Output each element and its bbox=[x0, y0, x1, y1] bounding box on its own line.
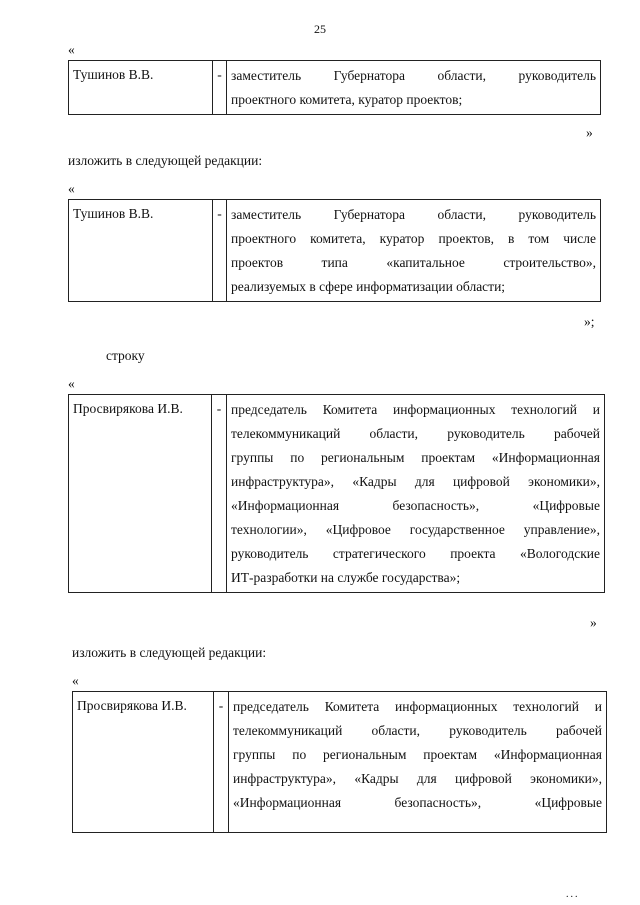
role-line: технологии», «Цифровое государственное управление», bbox=[231, 522, 600, 537]
role-line: инфраструктура», «Кадры для цифровой экономики», bbox=[231, 474, 600, 489]
member-table-4 bbox=[72, 691, 607, 833]
table-row bbox=[73, 692, 607, 833]
opening-quote-2: « bbox=[68, 181, 75, 196]
role-line: ИТ-разработки на службе государства»; bbox=[231, 570, 461, 585]
opening-quote-3: « bbox=[68, 376, 75, 391]
role-line: «Информационная безопасность», «Цифровые bbox=[231, 498, 600, 513]
role-line: проектного комитета, куратор проектов, в том числе bbox=[231, 231, 596, 246]
role-line: руководитель стратегического проекта «Вологодские bbox=[231, 546, 600, 561]
member-table-1 bbox=[68, 60, 601, 115]
bottom-mark: ... bbox=[566, 889, 580, 900]
role-line: заместитель Губернатора области, руководитель bbox=[231, 207, 596, 222]
instruction-text-stroku: строку bbox=[106, 348, 145, 363]
instruction-text-1: изложить в следующей редакции: bbox=[68, 153, 263, 168]
role-line: группы по региональным проектам «Информационная bbox=[233, 747, 602, 762]
dash-separator: - bbox=[213, 61, 227, 115]
opening-quote-4: « bbox=[72, 673, 79, 688]
member-name: Просвирякова И.В. bbox=[69, 395, 212, 593]
member-table-3 bbox=[68, 394, 605, 593]
closing-quote-3: » bbox=[590, 615, 597, 630]
role-line: проектного комитета, куратор проектов; bbox=[231, 92, 463, 107]
member-role bbox=[227, 200, 601, 302]
table-row bbox=[69, 61, 601, 115]
member-role bbox=[229, 692, 607, 833]
role-line: инфраструктура», «Кадры для цифровой экономики», bbox=[233, 771, 602, 786]
role-line: телекоммуникаций области, руководитель рабочей bbox=[231, 426, 600, 441]
role-line: группы по региональным проектам «Информационная bbox=[231, 450, 600, 465]
role-line: реализуемых в сфере информатизации области; bbox=[231, 279, 506, 294]
member-name: Тушинов В.В. bbox=[69, 61, 213, 115]
role-line: телекоммуникаций области, руководитель рабочей bbox=[233, 723, 602, 738]
table-row bbox=[69, 200, 601, 302]
role-line: «Информационная безопасность», «Цифровые bbox=[233, 795, 602, 810]
dash-separator: - bbox=[214, 692, 229, 833]
member-name: Тушинов В.В. bbox=[69, 200, 213, 302]
instruction-text-2: изложить в следующей редакции: bbox=[72, 645, 267, 660]
role-line: проектов типа «капитальное строительство», bbox=[231, 255, 596, 270]
member-role bbox=[227, 395, 605, 593]
dash-separator: - bbox=[213, 200, 227, 302]
page-number: 25 bbox=[314, 22, 326, 36]
role-line: председатель Комитета информационных технологий и bbox=[233, 699, 602, 714]
member-name: Просвирякова И.В. bbox=[73, 692, 214, 833]
role-line: председатель Комитета информационных технологий и bbox=[231, 402, 600, 417]
table-row bbox=[69, 395, 605, 593]
dash-separator: - bbox=[212, 395, 227, 593]
member-table-2 bbox=[68, 199, 601, 302]
closing-quote-semicolon: »; bbox=[584, 314, 595, 329]
member-role bbox=[227, 61, 601, 115]
role-line: заместитель Губернатора области, руководитель bbox=[231, 68, 596, 83]
closing-quote-1: » bbox=[586, 125, 593, 140]
opening-quote-1: « bbox=[68, 42, 75, 57]
